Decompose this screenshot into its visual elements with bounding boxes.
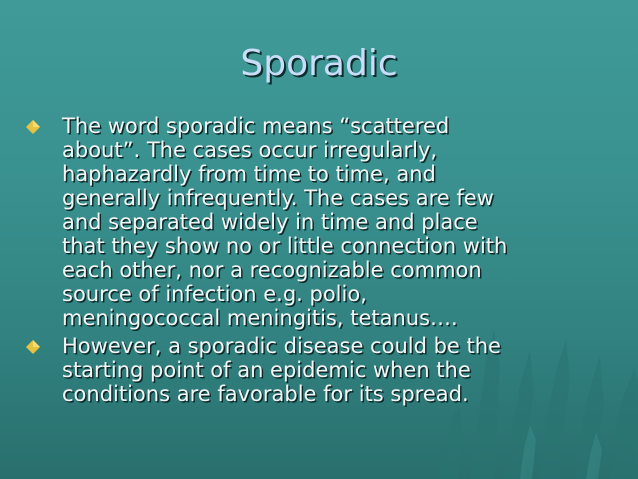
slide-title: Sporadic [240, 43, 398, 84]
diamond-icon [26, 340, 40, 354]
bullet-text: However, a sporadic disease could be the starting point of an epidemic when the conditions are favorable for its spread. [62, 334, 501, 406]
bullet-list [22, 114, 626, 406]
diamond-icon [26, 120, 40, 134]
bullet-text: The word sporadic means “scattered about”. The cases occur irregularly, haphazardly from time to time, and generally infrequently. The cases are few and separated widely in time and place that they show no or little connection with each other, nor a recognizable common source of infection e.g. polio, meningococcal meningitis, tetanus…. [62, 114, 508, 330]
bullet-item [22, 334, 626, 406]
bullet-item [22, 114, 626, 330]
